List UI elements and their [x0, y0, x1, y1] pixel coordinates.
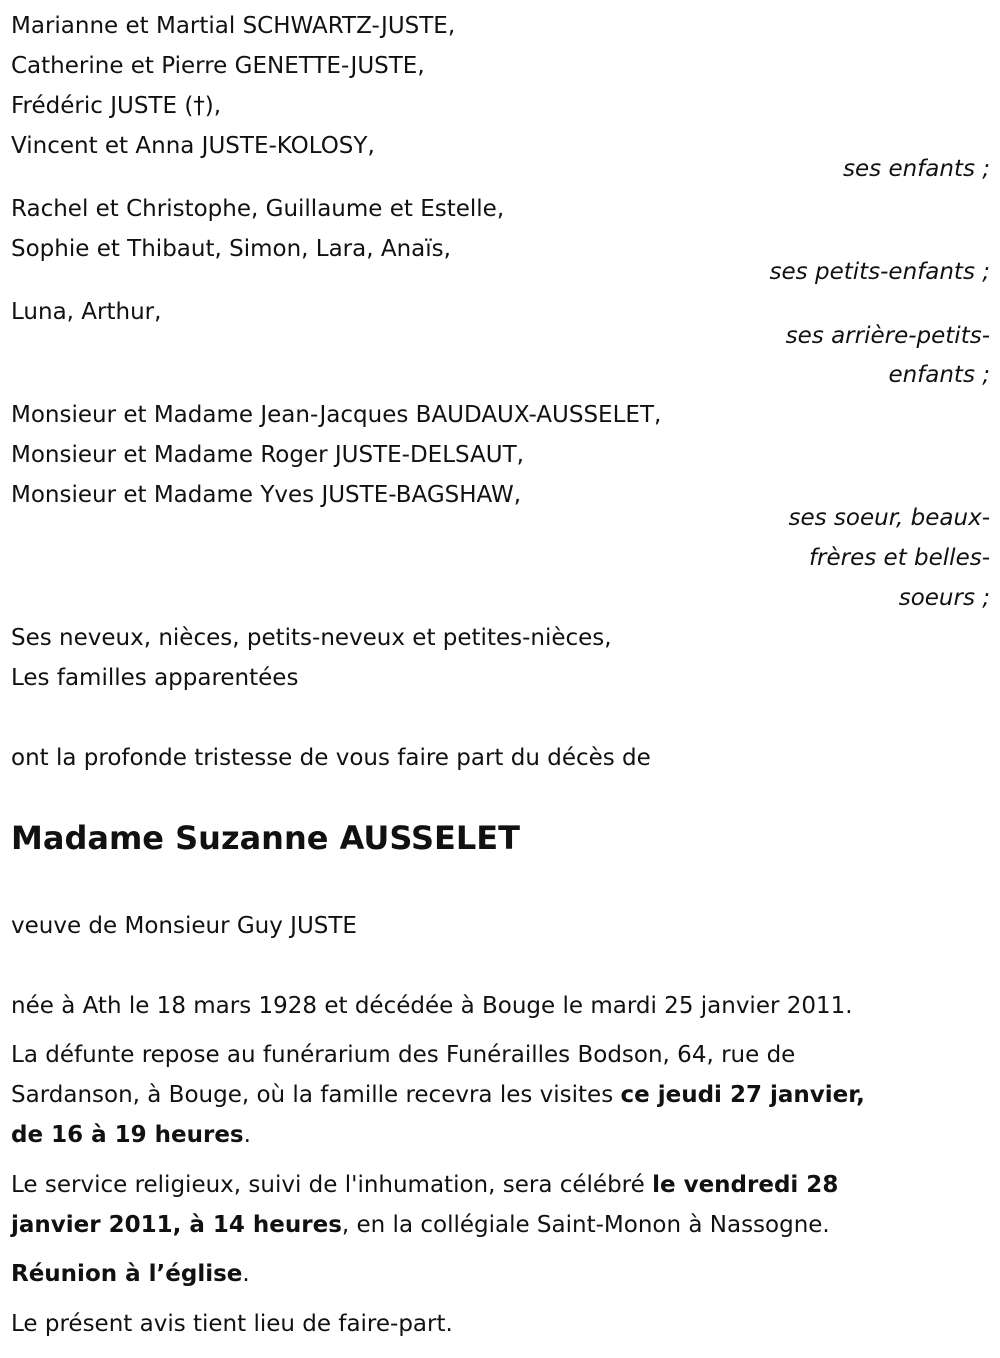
widow-of: veuve de Monsieur Guy JUSTE	[11, 913, 357, 939]
relation-label: frères et belles-	[808, 545, 990, 571]
visit-hours: de 16 à 19 heures	[11, 1122, 244, 1148]
family-line: Monsieur et Madame Roger JUSTE-DELSAUT,	[11, 442, 524, 468]
text: Le service religieux, suivi de l'inhumation, sera célébré	[11, 1172, 653, 1198]
visitation-line	[11, 1075, 865, 1115]
relation-label: ses soeur, beaux-	[788, 505, 990, 531]
relation-label: ses arrière-petits-	[785, 323, 990, 349]
service-time: janvier 2011, à 14 heures	[11, 1212, 342, 1238]
visitation-line	[11, 1115, 251, 1155]
service-date: le vendredi 28	[652, 1172, 839, 1198]
birth-death: née à Ath le 18 mars 1928 et décédée à Bouge le mardi 25 janvier 2011.	[11, 993, 853, 1019]
text: .	[243, 1122, 251, 1148]
family-line: Sophie et Thibaut, Simon, Lara, Anaïs,	[11, 236, 451, 262]
service-line	[11, 1205, 830, 1245]
relation-label: ses enfants ;	[843, 156, 990, 182]
reunion-text: Réunion à l’église	[11, 1261, 243, 1287]
family-line: Ses neveux, nièces, petits-neveux et petites-nièces,	[11, 625, 612, 651]
visit-date: ce jeudi 27 janvier,	[620, 1082, 865, 1108]
text: , en la collégiale Saint-Monon à Nassogne.	[341, 1212, 830, 1238]
family-line: Luna, Arthur,	[11, 299, 162, 325]
closing: Le présent avis tient lieu de faire-part.	[11, 1311, 453, 1337]
family-line: Rachel et Christophe, Guillaume et Estelle,	[11, 196, 505, 222]
relation-label: soeurs ;	[898, 585, 990, 611]
relation-label: ses petits-enfants ;	[769, 259, 990, 285]
family-line: Marianne et Martial SCHWARTZ-JUSTE,	[11, 13, 456, 39]
family-line: Monsieur et Madame Yves JUSTE-BAGSHAW,	[11, 482, 522, 508]
reunion	[11, 1254, 250, 1294]
visitation-line: La défunte repose au funérarium des Funérailles Bodson, 64, rue de	[11, 1042, 796, 1068]
relation-label: enfants ;	[888, 362, 990, 388]
service-line	[11, 1165, 838, 1205]
family-line: Catherine et Pierre GENETTE-JUSTE,	[11, 53, 425, 79]
deceased-name: Madame Suzanne AUSSELET	[11, 819, 520, 857]
family-line: Vincent et Anna JUSTE-KOLOSY,	[11, 133, 375, 159]
text: Sardanson, à Bouge, où la famille recevra les visites	[11, 1082, 621, 1108]
family-line: Les familles apparentées	[11, 665, 299, 691]
family-line: Monsieur et Madame Jean-Jacques BAUDAUX-AUSSELET,	[11, 402, 662, 428]
announcement: ont la profonde tristesse de vous faire part du décès de	[11, 745, 651, 771]
family-line: Frédéric JUSTE (†),	[11, 93, 222, 119]
text: .	[242, 1261, 250, 1287]
